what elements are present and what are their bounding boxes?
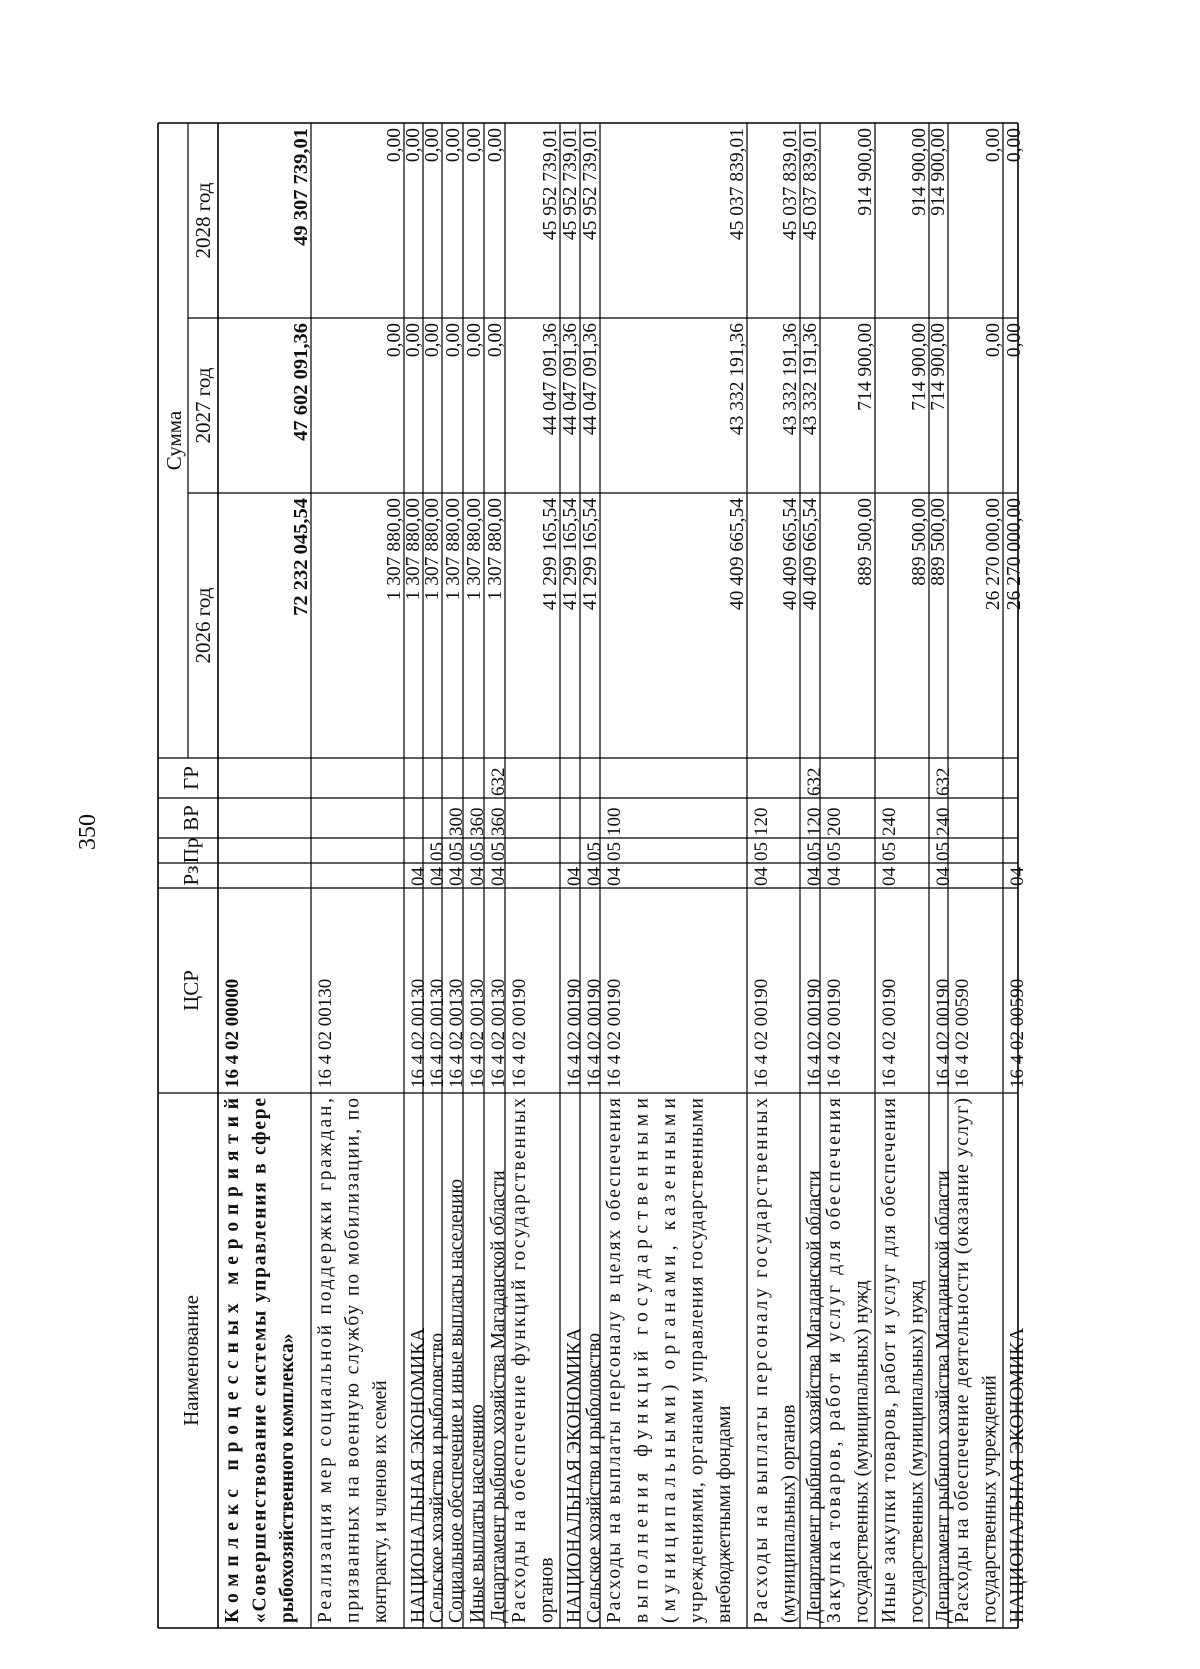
row-amount-2027: 0,00 <box>443 323 464 358</box>
row-name-line: Расходы на выплаты персоналу в целях обеспечения <box>604 1098 625 1623</box>
row-amount-2027: 0,00 <box>384 323 405 358</box>
row-amount-2028: 45 952 739,01 <box>580 128 601 241</box>
row-pr: 05 <box>879 842 900 861</box>
row-csr: 16 4 02 00130 <box>446 978 467 1088</box>
row-pr: 05 <box>584 842 605 861</box>
row-name-line: Реализация мер социальной поддержки граждан, <box>315 1098 336 1623</box>
row-rz: 04 <box>824 867 845 886</box>
row-name-line: призванных на военную службу по мобилизации, по <box>342 1098 364 1623</box>
row-amount-2027: 0,00 <box>464 323 485 358</box>
row-amount-2027: 0,00 <box>485 323 506 358</box>
row-amount-2026: 41 299 165,54 <box>560 498 581 611</box>
row-name-line: государственных учреждений <box>979 1375 1001 1623</box>
row-amount-2027: 714 900,00 <box>855 323 876 411</box>
row-name-line: Социальное обеспечение и иные выплаты населению <box>446 1178 467 1623</box>
row-amount-2027: 0,00 <box>983 323 1004 358</box>
row-rz: 04 <box>584 867 605 886</box>
row-csr: 16 4 02 00590 <box>1007 978 1028 1088</box>
row-rz: 04 <box>408 867 429 886</box>
row-vr: 300 <box>446 807 467 836</box>
row-name-line: Департамент рыбного хозяйства Магаданской области <box>804 1170 825 1623</box>
row-amount-2028: 914 900,00 <box>909 128 930 216</box>
row-csr: 16 4 02 00130 <box>315 978 336 1088</box>
row-rz: 04 <box>467 867 488 886</box>
row-rz: 04 <box>446 867 467 886</box>
row-amount-2026: 72 232 045,54 <box>290 498 312 616</box>
row-pr: 05 <box>467 842 488 861</box>
row-name-line: Сельское хозяйство и рыболовство <box>427 1332 448 1623</box>
row-rz: 04 <box>933 867 954 886</box>
row-name-line: выполнения функций государственными <box>631 1098 653 1623</box>
row-csr: 16 4 02 00190 <box>933 978 954 1088</box>
row-name-line: контракту, и членов их семей <box>370 1380 391 1623</box>
row-amount-2028: 49 307 739,01 <box>290 128 312 246</box>
row-csr: 16 4 02 00190 <box>509 978 530 1088</box>
row-name-line: Иные закупки товаров, работ и услуг для обеспечения <box>879 1098 900 1623</box>
row-amount-2027: 43 332 191,36 <box>800 323 821 436</box>
row-vr: 200 <box>824 807 845 836</box>
row-amount-2026: 41 299 165,54 <box>540 498 561 611</box>
row-amount-2026: 1 307 880,00 <box>443 498 464 601</box>
row-amount-2027: 44 047 091,36 <box>560 323 581 436</box>
row-amount-2027: 44 047 091,36 <box>580 323 601 436</box>
row-pr: 05 <box>933 842 954 861</box>
row-csr: 16 4 02 00130 <box>408 978 429 1088</box>
header-csr: ЦСР <box>179 970 203 1011</box>
row-name-line: НАЦИОНАЛЬНАЯ ЭКОНОМИКА <box>408 1327 429 1623</box>
row-name-line: Расходы на обеспечение деятельности (оказание услуг) <box>952 1098 973 1623</box>
row-amount-2027: 44 047 091,36 <box>540 323 561 436</box>
row-name-line: Сельское хозяйство и рыболовство <box>584 1332 605 1623</box>
row-name-line: НАЦИОНАЛЬНАЯ ЭКОНОМИКА <box>1007 1327 1028 1623</box>
row-name-line: Департамент рыбного хозяйства Магаданской области <box>488 1170 509 1623</box>
row-gr: 632 <box>804 767 825 796</box>
row-amount-2027: 43 332 191,36 <box>780 323 801 436</box>
row-pr: 05 <box>488 842 509 861</box>
row-name-line: Расходы на обеспечение функций государственных <box>509 1098 530 1623</box>
row-amount-2026: 889 500,00 <box>909 498 930 586</box>
row-name-line: Закупка товаров, работ и услуг для обеспечения <box>824 1098 845 1623</box>
row-rz: 04 <box>804 867 825 886</box>
row-rz: 04 <box>879 867 900 886</box>
row-amount-2028: 45 037 839,01 <box>727 128 748 241</box>
row-pr: 05 <box>604 842 625 861</box>
row-csr: 16 4 02 00190 <box>879 978 900 1088</box>
row-amount-2028: 0,00 <box>403 128 424 163</box>
row-amount-2028: 45 037 839,01 <box>800 128 821 241</box>
row-amount-2027: 0,00 <box>422 323 443 358</box>
row-name-line: рыбохозяйственного комплекса» <box>277 1333 298 1623</box>
row-amount-2026: 26 270 000,00 <box>983 498 1004 611</box>
row-name-line: внебюджетными фондами <box>714 1405 735 1623</box>
row-name-line: (муниципальными) органами, казенными <box>659 1098 680 1623</box>
row-vr: 240 <box>933 807 954 836</box>
table-cells <box>162 128 1028 1623</box>
header-gr: ГР <box>179 766 203 790</box>
row-name-line: государственных (муниципальных) нужд <box>851 1280 873 1623</box>
row-amount-2027: 0,00 <box>403 323 424 358</box>
row-rz: 04 <box>564 867 585 886</box>
row-name-line: государственных (муниципальных) нужд <box>906 1280 928 1623</box>
header-year-2028: 2028 год <box>191 182 215 259</box>
header-rz: Рз <box>179 865 203 886</box>
row-csr: 16 4 02 00000 <box>222 978 243 1088</box>
row-amount-2026: 889 500,00 <box>928 498 949 586</box>
row-amount-2026: 1 307 880,00 <box>464 498 485 601</box>
header-name: Наименование <box>179 1295 203 1426</box>
row-rz: 04 <box>488 867 509 886</box>
row-amount-2027: 0,00 <box>1004 323 1025 358</box>
row-amount-2026: 40 409 665,54 <box>727 498 748 611</box>
row-amount-2026: 889 500,00 <box>855 498 876 586</box>
budget-table <box>158 123 1028 1628</box>
row-csr: 16 4 02 00590 <box>952 978 973 1088</box>
row-amount-2028: 0,00 <box>384 128 405 163</box>
row-amount-2026: 1 307 880,00 <box>485 498 506 601</box>
row-name-line: Иные выплаты населению <box>467 1404 488 1623</box>
page-number: 350 <box>75 814 101 850</box>
row-csr: 16 4 02 00190 <box>604 978 625 1088</box>
row-name-line: учреждениями, органами управления государственными <box>686 1098 708 1623</box>
row-vr: 360 <box>467 807 488 836</box>
header-pr: Пр <box>179 837 203 864</box>
row-name-line: «Совершенствование системы управления в сфере <box>249 1098 271 1623</box>
row-gr: 632 <box>933 767 954 796</box>
row-name-line: органов <box>536 1557 558 1623</box>
row-gr: 632 <box>488 767 509 796</box>
row-name-line: Департамент рыбного хозяйства Магаданской области <box>933 1170 954 1623</box>
row-rz: 04 <box>751 867 772 886</box>
header-sum: Сумма <box>162 410 186 471</box>
row-name-line: (муниципальных) органов <box>778 1404 800 1623</box>
row-pr: 05 <box>446 842 467 861</box>
row-amount-2026: 26 270 000,00 <box>1004 498 1025 611</box>
row-amount-2028: 0,00 <box>464 128 485 163</box>
row-amount-2028: 914 900,00 <box>855 128 876 216</box>
row-vr: 120 <box>804 807 825 836</box>
row-amount-2028: 0,00 <box>422 128 443 163</box>
row-amount-2028: 45 037 839,01 <box>780 128 801 241</box>
row-amount-2028: 0,00 <box>485 128 506 163</box>
row-amount-2028: 45 952 739,01 <box>560 128 581 241</box>
header-year-2026: 2026 год <box>191 587 215 664</box>
row-amount-2028: 0,00 <box>1004 128 1025 163</box>
row-pr: 05 <box>804 842 825 861</box>
row-amount-2026: 40 409 665,54 <box>800 498 821 611</box>
header-vr: ВР <box>179 805 203 831</box>
row-amount-2026: 1 307 880,00 <box>422 498 443 601</box>
row-csr: 16 4 02 00190 <box>751 978 772 1088</box>
row-amount-2026: 40 409 665,54 <box>780 498 801 611</box>
row-csr: 16 4 02 00190 <box>804 978 825 1088</box>
row-amount-2027: 714 900,00 <box>909 323 930 411</box>
row-amount-2026: 41 299 165,54 <box>580 498 601 611</box>
row-pr: 05 <box>751 842 772 861</box>
row-rz: 04 <box>427 867 448 886</box>
row-vr: 360 <box>488 807 509 836</box>
row-csr: 16 4 02 00130 <box>488 978 509 1088</box>
row-vr: 240 <box>879 807 900 836</box>
header-year-2027: 2027 год <box>191 367 215 444</box>
row-amount-2027: 47 602 091,36 <box>290 323 312 441</box>
row-amount-2028: 0,00 <box>443 128 464 163</box>
row-csr: 16 4 02 00130 <box>427 978 448 1088</box>
row-csr: 16 4 02 00130 <box>467 978 488 1088</box>
row-name-line: Комплекс процессных мероприятий <box>222 1098 243 1623</box>
row-amount-2026: 1 307 880,00 <box>403 498 424 601</box>
row-csr: 16 4 02 00190 <box>584 978 605 1088</box>
row-vr: 120 <box>751 807 772 836</box>
row-csr: 16 4 02 00190 <box>564 978 585 1088</box>
row-rz: 04 <box>604 867 625 886</box>
row-pr: 05 <box>824 842 845 861</box>
row-pr: 05 <box>427 842 448 861</box>
row-amount-2027: 714 900,00 <box>928 323 949 411</box>
row-amount-2028: 45 952 739,01 <box>540 128 561 241</box>
row-csr: 16 4 02 00190 <box>824 978 845 1088</box>
row-amount-2028: 914 900,00 <box>928 128 949 216</box>
row-amount-2026: 1 307 880,00 <box>384 498 405 601</box>
row-name-line: Расходы на выплаты персоналу государственных <box>751 1098 772 1623</box>
row-rz: 04 <box>1007 867 1028 886</box>
row-name-line: НАЦИОНАЛЬНАЯ ЭКОНОМИКА <box>564 1327 585 1623</box>
row-amount-2027: 43 332 191,36 <box>727 323 748 436</box>
row-vr: 100 <box>604 807 625 836</box>
row-amount-2028: 0,00 <box>983 128 1004 163</box>
